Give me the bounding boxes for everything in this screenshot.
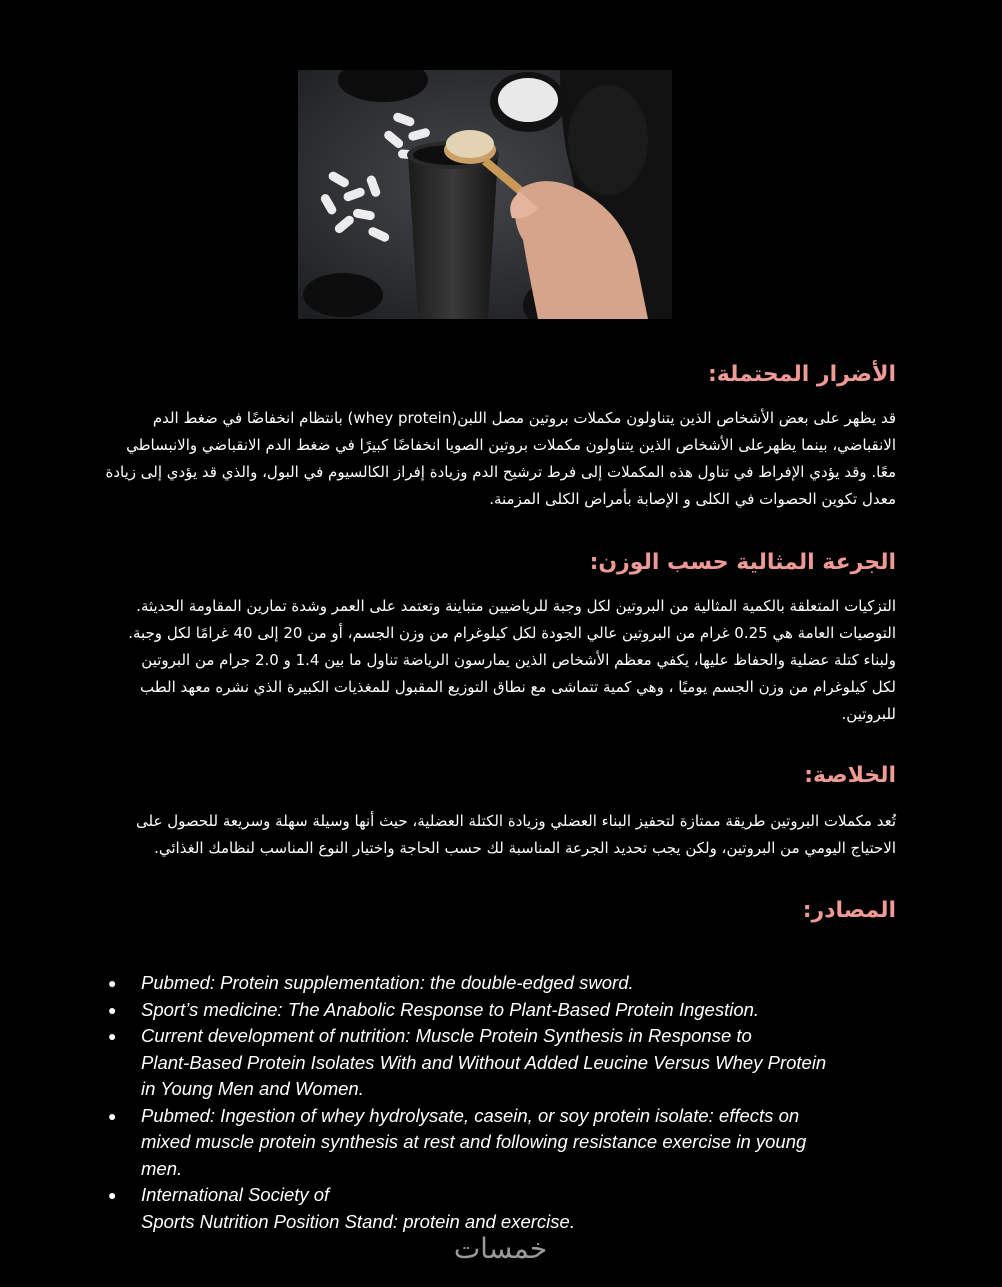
harms-line: قد يظهر على بعض الأشخاص الذين يتناولون مكملات بروتين مصل اللبن(whey protein) بانتظام انخفاضًا في ضغط الدم (152, 409, 896, 427)
summary-line: الاحتياج اليومي من البروتين، ولكن يجب تحديد الجرعة المناسبة لك حسب الحاجة واختيار النوع المناسب لنظامك الغذائي. (154, 839, 896, 857)
source-line: men. (141, 1157, 183, 1179)
harms-line: الانقباضي، بينما يظهرعلى الأشخاص الذين يتناولون مكملات بروتين الصويا انخفاضًا كبيرًا في ضغط الدم الانقباضي والانبساطي (126, 436, 896, 454)
bullet: ● (108, 1001, 117, 1018)
bullet: ● (108, 1028, 117, 1044)
source-item (108, 1182, 888, 1235)
source-line: Pubmed: Protein supplementation: the double-edged sword. (141, 972, 634, 993)
dose-line: التوصيات العامة هي 0.25 غرام من البروتين عالي الجودة لكل كيلوغرام من وزن الجسم، أو من 20 إلى 40 غرامًا لكل وجبة. (128, 624, 896, 642)
summary-paragraph (136, 808, 896, 862)
bullet: ● (108, 1107, 117, 1124)
dose-heading: الجرعة المثالية حسب الوزن: (589, 550, 896, 575)
source-line: Current development of nutrition: Muscle Protein Synthesis in Response to (141, 1025, 752, 1046)
bullet: ● (108, 975, 117, 991)
dose-line: لكل كيلوغرام من وزن الجسم يوميًا ، وهي كمية تتماشى مع نطاق التوزيع المقبول للمغذيات الكبيرة الذي نشره معهد الطب (139, 678, 896, 696)
source-item (108, 1023, 888, 1103)
harms-heading: الأضرار المحتملة: (708, 362, 896, 387)
source-line: Pubmed: Ingestion of whey hydrolysate, casein, or soy protein isolate: effects on (141, 1104, 800, 1126)
sources-list (108, 970, 888, 1235)
source-line: Sports Nutrition Position Stand: protein and exercise. (141, 1210, 575, 1232)
harms-paragraph (105, 405, 896, 513)
protein-scoop-image (298, 70, 672, 319)
sources-heading: المصادر: (802, 898, 896, 923)
dose-line: ولبناء كتلة عضلية والحفاظ عليها، يكفي معظم الأشخاص الذين يمارسون الرياضة تناول ما بين 1.4 و 2.0 جرام من البروتين (141, 651, 896, 669)
khamsat-logo: خمسات (453, 1232, 548, 1265)
source-item (108, 997, 888, 1024)
source-line: International Society of (141, 1184, 330, 1205)
source-line: Plant-Based Protein Isolates With and Without Added Leucine Versus Whey Protein (141, 1051, 827, 1073)
dose-paragraph (128, 593, 896, 728)
source-line: Sport’s medicine: The Anabolic Response to Plant-Based Protein Ingestion. (141, 998, 760, 1020)
summary-heading: الخلاصة: (804, 763, 896, 788)
source-line: mixed muscle protein synthesis at rest and following resistance exercise in young (141, 1131, 807, 1152)
dose-line: التزكيات المتعلقة بالكمية المثالية من البروتين لكل وجبة للرياضيين متباينة وتعتمد على العمر وشدة تمارين المقاومة الحديثة. (136, 597, 896, 615)
harms-line: معًا. وقد يؤدي الإفراط في تناول هذه المكملات إلى فرط ترشيح الدم وزيادة إفراز الكالسيوم في البول، والذي قد يؤدي إلى زيادة (105, 463, 896, 481)
bullet: ● (108, 1187, 117, 1203)
dose-line: للبروتين. (841, 705, 896, 723)
summary-line: تُعد مكملات البروتين طريقة ممتازة لتحفيز البناء العضلي وزيادة الكتلة العضلية، حيث أنها وسيلة سهلة وسريعة للحصول على (136, 812, 896, 830)
source-line: in Young Men and Women. (141, 1078, 364, 1099)
source-item (108, 970, 888, 997)
harms-line: معدل تكوين الحصوات في الكلى و الإصابة بأمراض الكلى المزمنة. (489, 490, 896, 508)
source-item (108, 1103, 888, 1183)
